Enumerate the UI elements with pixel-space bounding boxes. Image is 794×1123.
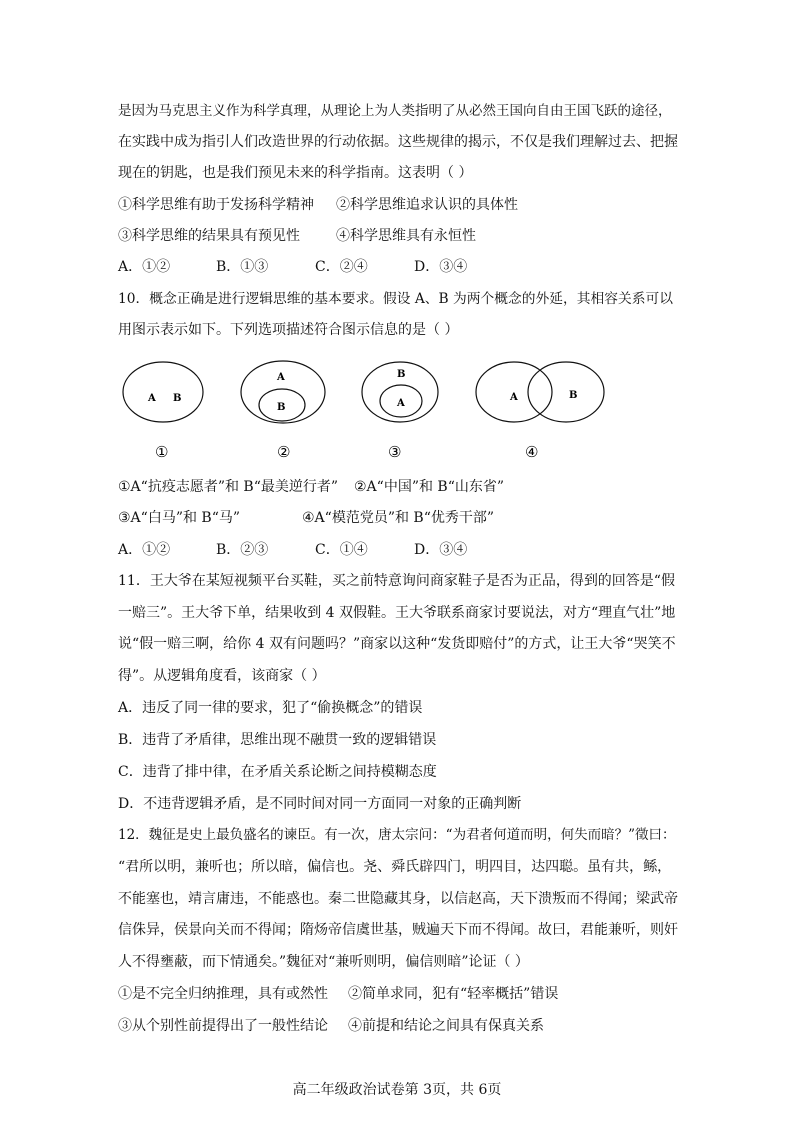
q10-statements-row-1 (118, 477, 504, 497)
q11-line-3: 说“假一赔三啊，给你 4 双有问题吗？”商家以这种“发货即赔付”的方式，让王大爷“哭笑不 (118, 636, 676, 652)
q9-option-c: C．②④ (315, 259, 368, 275)
diagram-4-right-ellipse (528, 362, 604, 422)
diagram-1-number: ① (155, 443, 169, 461)
q10-option-c: C．①④ (315, 542, 368, 558)
diagram-1-ellipse (123, 362, 203, 422)
q10-option-a: A．①② (118, 542, 171, 558)
q12-statements-row-2 (118, 1016, 544, 1036)
q9-line-3: 现在的钥匙，也是我们预见未来的科学指南。这表明（ ） (118, 165, 473, 181)
q10-options (118, 540, 467, 560)
q9-option-b: B．①③ (216, 259, 269, 275)
diagram-3-label-outer: B (397, 369, 406, 380)
q12-line-4: 信侏异，侯景向关而不得闻；隋炀帝信虞世基，贼遍天下而不得闻。故曰，君能兼听，则奸 (118, 922, 678, 938)
q12-line-3: 不能塞也，靖言庸违，不能惑也。秦二世隐藏其身，以信赵高，天下溃叛而不得闻；梁武帝 (118, 891, 678, 907)
q12-statement-4: ④前提和结论之间具有保真关系 (348, 1018, 544, 1034)
q10-statement-1: ①A“抗疫志愿者”和 B“最美逆行者” (118, 479, 339, 495)
q9-line-1: 是因为马克思主义作为科学真理，从理论上为人类指明了从必然王国向自由王国飞跃的途径， (118, 103, 672, 119)
q10-line-2: 用图示表示如下。下列选项描述符合图示信息的是（ ） (118, 322, 459, 338)
q10-option-d: D．③④ (414, 542, 468, 558)
q9-line-2: 在实践中成为指引人们改造世界的行动依据。这些规律的揭示，不仅是我们理解过去、把握 (118, 134, 678, 150)
q11-choice-d: D．不违背逻辑矛盾，是不同时间对同一方面同一对象的正确判断 (118, 796, 522, 812)
q11-choice-b: B．违背了矛盾律，思维出现不融贯一致的逻辑错误 (118, 732, 437, 748)
q11-choice-c: C．违背了排中律，在矛盾关系论断之间持模糊态度 (118, 764, 437, 780)
q9-statements-row-2 (118, 226, 476, 246)
q11-choice-a: A．违反了同一律的要求，犯了“偷换概念”的错误 (118, 700, 423, 716)
q9-statements-row-1 (118, 195, 518, 215)
q9-options (118, 257, 467, 277)
diagram-4-number: ④ (525, 443, 539, 461)
diagram-2-number: ② (277, 443, 291, 461)
q12-statement-3: ③从个别性前提得出了一般性结论 (118, 1018, 328, 1034)
q9-option-a: A．①② (118, 259, 171, 275)
q11-line-1: 11．王大爷在某短视频平台买鞋，买之前特意询问商家鞋子是否为正品，得到的回答是“假 (118, 573, 675, 589)
q9-option-d: D．③④ (414, 259, 468, 275)
diagram-2-outer-ellipse (241, 361, 325, 423)
page-footer: 高二年级政治试卷第 3页，共 6页 (292, 1082, 502, 1098)
diagram-4-label-right: B (569, 390, 578, 401)
q10-option-b: B．②③ (216, 542, 269, 558)
q11-line-4: 得”。从逻辑角度看，该商家（ ） (118, 668, 326, 684)
q12-line-1: 12．魏征是史上最负盛名的谏臣。有一次，唐太宗问：“为君者何道而明，何失而暗？”徵曰： (118, 827, 676, 843)
diagram-4-label-left: A (510, 392, 518, 403)
diagram-3-label-inner: A (397, 398, 405, 409)
q12-statements-row-1 (118, 984, 558, 1004)
q12-statement-2: ②简单求同，犯有“轻率概括”错误 (348, 986, 559, 1002)
venn-diagrams-svg (110, 352, 630, 464)
q10-statement-2: ②A“中国”和 B“山东省” (354, 479, 505, 495)
q9-statement-1: ①科学思维有助于发扬科学精神 (118, 197, 314, 213)
q9-statement-4: ④科学思维具有永恒性 (336, 228, 476, 244)
diagram-1-label-b: B (173, 393, 182, 404)
diagram-2-label-inner: B (277, 402, 286, 413)
q10-statement-3: ③A“白马”和 B“马” (118, 510, 241, 526)
diagram-1-label-a: A (148, 393, 156, 404)
q12-line-2: “君所以明，兼听也；所以暗，偏信也。尧、舜氏辟四门，明四目，达四聪。虽有共，鲧， (118, 859, 672, 875)
diagram-3-number: ③ (388, 443, 402, 461)
q11-line-2: 一赔三”。王大爷下单，结果收到 4 双假鞋。王大爷联系商家讨要说法，对方“理直气壮”地 (118, 605, 676, 621)
q9-statement-2: ②科学思维追求认识的具体性 (336, 197, 518, 213)
concept-relation-diagrams (110, 352, 630, 464)
q9-statement-3: ③科学思维的结果具有预见性 (118, 228, 300, 244)
q10-statement-4: ④A“模范党员”和 B“优秀干部” (302, 510, 495, 526)
diagram-2-label-outer: A (277, 372, 285, 383)
q10-statements-row-2 (118, 508, 494, 528)
q10-line-1: 10．概念正确是进行逻辑思维的基本要求。假设 A、B 为两个概念的外延，其相容关系可以 (118, 291, 674, 307)
q12-statement-1: ①是不完全归纳推理，具有或然性 (118, 986, 328, 1002)
q12-line-5: 人不得壅蔽，而下情通矣。”魏征对“兼听则明，偏信则暗”论证（ ） (118, 954, 529, 970)
